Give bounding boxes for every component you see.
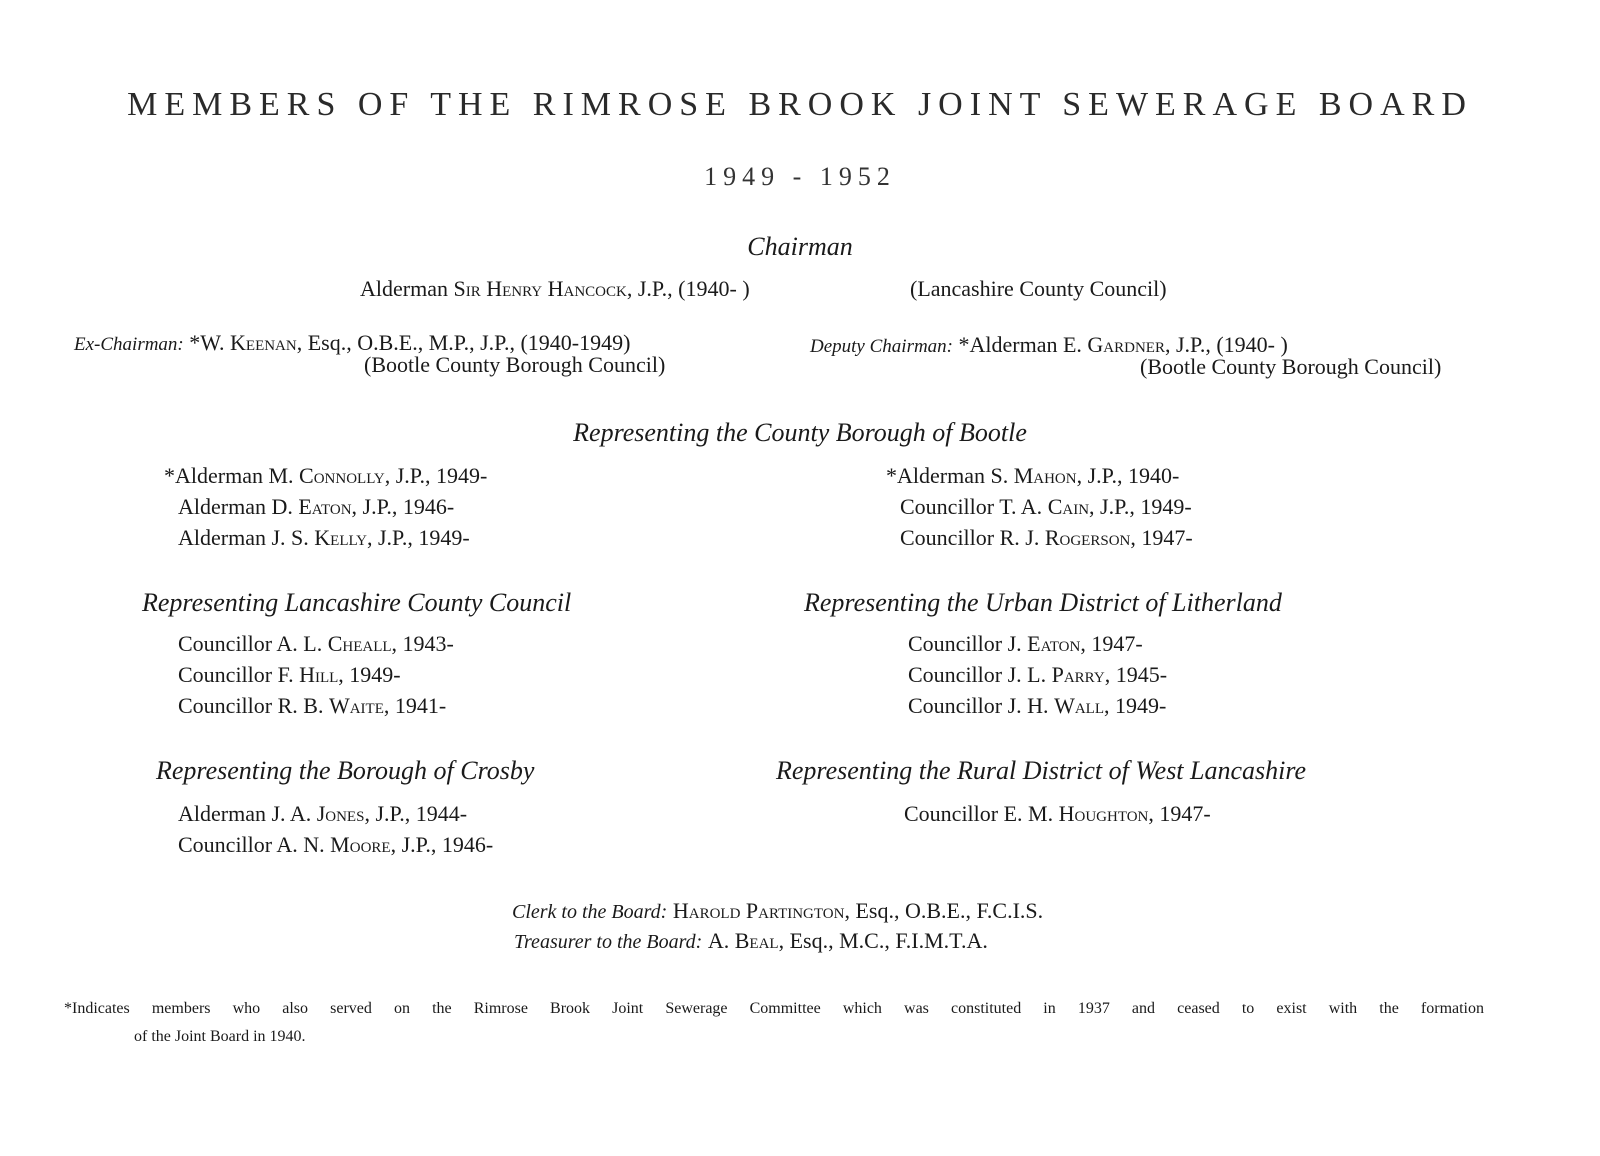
- member-details: , 1949-: [338, 662, 401, 687]
- treasurer-name: A. Beal: [707, 928, 779, 953]
- member-name: Parry: [1051, 662, 1105, 687]
- member-row: [164, 491, 487, 522]
- treasurer-label: Treasurer to the Board:: [514, 931, 703, 953]
- member-prefix: Councillor A. N.: [178, 832, 325, 857]
- west-lancashire-members: [904, 798, 1211, 829]
- treasurer-details: , Esq., M.C., F.I.M.T.A.: [778, 928, 988, 953]
- member-name: Wall: [1054, 693, 1104, 718]
- chairman-details: , J.P., (1940- ): [626, 276, 750, 301]
- member-name: Houghton: [1058, 801, 1149, 826]
- member-details: , J.P., 1946-: [390, 832, 494, 857]
- member-row: [908, 690, 1167, 721]
- clerk-entry: [512, 898, 1043, 924]
- member-name: Kelly: [314, 525, 367, 550]
- member-prefix: *Alderman S.: [886, 463, 1009, 488]
- member-row: [164, 522, 487, 553]
- ex-chairman-prefix: *W.: [189, 330, 225, 355]
- footnote-line-1: *Indicates members who also served on the Rimrose Brook Joint Sewerage Committee which was constituted in 1937 and ceased to exist with the formation: [64, 1000, 1484, 1017]
- member-name: Cain: [1047, 494, 1090, 519]
- member-row: [178, 659, 454, 690]
- member-prefix: Alderman J. A.: [178, 801, 312, 826]
- member-name: Rogerson: [1044, 525, 1131, 550]
- document-title: MEMBERS OF THE RIMROSE BROOK JOINT SEWERAGE BOARD: [127, 86, 1473, 123]
- lancashire-members: [178, 628, 454, 721]
- document-years: 1949 - 1952: [704, 162, 896, 191]
- member-row: [904, 798, 1211, 829]
- member-name: Mahon: [1013, 463, 1077, 488]
- bootle-members-left: [164, 460, 487, 553]
- member-row: [886, 491, 1193, 522]
- litherland-members: [908, 628, 1167, 721]
- section-heading-crosby: Representing the Borough of Crosby: [156, 756, 535, 785]
- member-details: , J.P., 1946-: [351, 494, 455, 519]
- member-details: , 1947-: [1080, 631, 1143, 656]
- member-prefix: Councillor R. J.: [900, 525, 1040, 550]
- member-name: Eaton: [298, 494, 352, 519]
- deputy-chairman-name: Gardner: [1087, 332, 1165, 357]
- member-row: [178, 690, 454, 721]
- member-prefix: Councillor A. L.: [178, 631, 323, 656]
- deputy-chairman-council: (Bootle County Borough Council): [1140, 354, 1442, 379]
- ex-chairman-label: Ex-Chairman:: [74, 334, 184, 355]
- deputy-chairman-prefix: *Alderman E.: [958, 332, 1082, 357]
- member-name: Waite: [328, 693, 384, 718]
- member-details: , J.P., 1949-: [384, 463, 488, 488]
- member-details: , 1949-: [1104, 693, 1167, 718]
- member-row: [886, 522, 1193, 553]
- clerk-name: Harold Partington: [672, 898, 845, 923]
- clerk-details: , Esq., O.B.E., F.C.I.S.: [844, 898, 1044, 923]
- member-prefix: Councillor F.: [178, 662, 294, 687]
- member-details: , 1947-: [1130, 525, 1193, 550]
- member-details: , J.P., 1949-: [1089, 494, 1192, 519]
- member-prefix: Alderman D.: [178, 494, 293, 519]
- bootle-members-right: [886, 460, 1193, 553]
- section-heading-bootle: Representing the County Borough of Bootle: [573, 418, 1027, 447]
- ex-chairman-name: Keenan: [230, 330, 297, 355]
- member-details: , 1943-: [391, 631, 454, 656]
- member-details: , 1947-: [1148, 801, 1211, 826]
- member-row: [178, 628, 454, 659]
- section-heading-lancashire: Representing Lancashire County Council: [142, 588, 572, 617]
- member-name: Moore: [330, 832, 391, 857]
- section-heading-west-lancashire: Representing the Rural District of West Lancashire: [776, 756, 1307, 785]
- member-row: [178, 829, 493, 860]
- member-details: , 1945-: [1104, 662, 1168, 687]
- member-prefix: Councillor J. H.: [908, 693, 1049, 718]
- member-name: Jones: [316, 801, 365, 826]
- member-name: Hill: [299, 662, 339, 687]
- member-prefix: *Alderman M.: [164, 463, 294, 488]
- member-details: , J.P., 1949-: [366, 525, 470, 550]
- member-prefix: Councillor T. A.: [900, 494, 1043, 519]
- member-prefix: Councillor J. L.: [908, 662, 1047, 687]
- member-prefix: Councillor R. B.: [178, 693, 324, 718]
- member-prefix: Councillor J.: [908, 631, 1022, 656]
- member-details: , J.P., 1944-: [364, 801, 468, 826]
- member-row: [886, 460, 1193, 491]
- clerk-label: Clerk to the Board:: [512, 901, 668, 923]
- crosby-members: [178, 798, 493, 860]
- member-name: Eaton: [1027, 631, 1081, 656]
- member-name: Cheall: [327, 631, 392, 656]
- treasurer-entry: [514, 928, 988, 954]
- ex-chairman-council: (Bootle County Borough Council): [364, 352, 666, 377]
- member-details: , 1941-: [383, 693, 447, 718]
- chairman-name: Sir Henry Hancock: [453, 276, 627, 301]
- chairman-entry: [360, 276, 750, 302]
- member-name: Connolly: [299, 463, 385, 488]
- member-details: , J.P., 1940-: [1076, 463, 1180, 488]
- deputy-chairman-details: , J.P., (1940- ): [1164, 332, 1288, 357]
- chairman-council: (Lancashire County Council): [910, 276, 1167, 301]
- member-row: [908, 659, 1167, 690]
- member-row: [908, 628, 1167, 659]
- deputy-chairman-label: Deputy Chairman:: [810, 336, 954, 357]
- section-heading-litherland: Representing the Urban District of Litherland: [804, 588, 1282, 617]
- footnote-line-2: of the Joint Board in 1940.: [134, 1028, 306, 1045]
- ex-chairman-details: , Esq., O.B.E., M.P., J.P., (1940-1949): [296, 330, 631, 355]
- member-row: [164, 460, 487, 491]
- chairman-heading: Chairman: [747, 232, 853, 261]
- member-prefix: Councillor E. M.: [904, 801, 1054, 826]
- member-prefix: Alderman J. S.: [178, 525, 309, 550]
- member-row: [178, 798, 493, 829]
- chairman-title: Alderman: [360, 276, 448, 301]
